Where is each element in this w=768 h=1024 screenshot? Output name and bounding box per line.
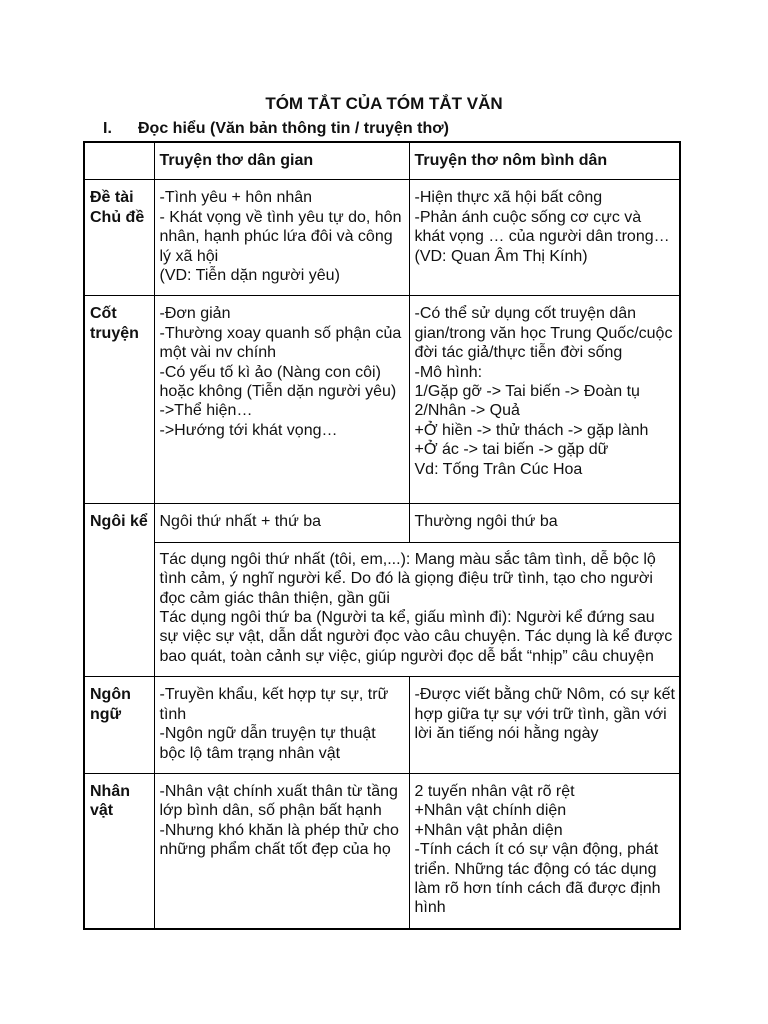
table-cell <box>409 773 680 928</box>
cell-line: -Nhân vật chính xuất thân từ tầng lớp bình dân, số phận bất hạnh <box>159 782 403 820</box>
table-cell <box>409 677 680 774</box>
table-cell <box>154 180 409 296</box>
cell-line: +Nhân vật phản diện <box>414 821 563 839</box>
cell-line: +Nhân vật chính diện <box>414 802 567 820</box>
cell-line: -Được viết bằng chữ Nôm, có sự kết hợp giữa tự sự với trữ tình, gần với lời ăn tiếng nói hằng ngày <box>414 686 680 743</box>
cell-line: -Có yếu tố kì ảo (Nàng con côi) hoặc không (Tiễn dặn người yêu) <box>159 363 397 401</box>
cell-line: ->Hướng tới khát vọng… <box>159 421 338 439</box>
table-cell <box>154 296 409 504</box>
cell-line: (VD: Quan Âm Thị Kính) <box>414 247 588 265</box>
cell-line: Tác dụng ngôi thứ nhất (tôi, em,...): Mang màu sắc tâm tình, dễ bộc lộ tình cảm, ý nghĩ người kể. Do đó là giọng điệu trữ tình, tạo cho người đọc cảm giác thân thiện, gần gũi <box>159 550 661 607</box>
table-cell <box>154 773 409 928</box>
table-row-plot <box>84 296 680 504</box>
cell-line: +Ở hiền -> thử thách -> gặp lành <box>414 421 649 439</box>
table-cell <box>409 296 680 504</box>
cell-line: Thường ngôi thứ ba <box>414 513 558 531</box>
cell-line: +Ở ác -> tai biến -> gặp dữ <box>414 441 609 459</box>
cell-line: -Ngôn ngữ dẫn truyện tự thuật bộc lộ tâm trạng nhân vật <box>159 725 381 762</box>
cell-line: -Phản ánh cuộc sống cơ cực và khát vọng … của người dân trong… <box>414 208 670 246</box>
table-cell-note <box>154 542 680 676</box>
header-cell-empty <box>84 142 154 180</box>
header-cell-nom: Truyện thơ nôm bình dân <box>409 142 680 180</box>
cell-line: 1/Gặp gỡ -> Tai biến -> Đoàn tụ <box>414 383 640 401</box>
table-row-language <box>84 677 680 774</box>
page-title: TÓM TẮT CỦA TÓM TẮT VĂN <box>265 94 503 113</box>
cell-line: -Mô hình: <box>414 363 483 381</box>
row-label: Ngôi kể <box>84 504 154 677</box>
cell-line: 2 tuyến nhân vật rõ rệt <box>414 782 575 800</box>
cell-line: Ngôi thứ nhất + thứ ba <box>159 513 322 531</box>
section-number: I. <box>103 120 112 137</box>
header-cell-folk: Truyện thơ dân gian <box>154 142 409 180</box>
row-label: Đề tài Chủ đề <box>84 180 154 296</box>
cell-line: -Truyền khẩu, kết hợp tự sự, trữ tình <box>159 686 393 723</box>
table-cell <box>409 504 680 542</box>
table-cell <box>154 677 409 774</box>
cell-line: Vd: Tống Trân Cúc Hoa <box>414 460 583 478</box>
cell-line: -Có thể sử dụng cốt truyện dân gian/trong văn học Trung Quốc/cuộc đời tác giả/thực tiễn đời sống <box>414 305 677 362</box>
cell-line: - Khát vọng về tình yêu tự do, hôn nhân, hạnh phúc lứa đôi và công lý xã hội <box>159 208 406 265</box>
table-header-row <box>84 142 680 180</box>
table-cell <box>409 180 680 296</box>
cell-line: -Hiện thực xã hội bất công <box>414 189 603 207</box>
cell-line: -Đơn giản <box>159 305 231 323</box>
row-label: Nhân vật <box>84 773 154 928</box>
row-label: Cốt truyện <box>84 296 154 504</box>
table-row-character <box>84 773 680 928</box>
cell-line: Tác dụng ngôi thứ ba (Người ta kể, giấu mình đi): Người kể đứng sau sự việc sự vật, dẫn dắt người đọc vào câu chuyện. Tác dụng là kể được bao quát, toàn cảnh sự việc, giúp người đọc dễ bắt “nhịp” câu chuyện <box>159 609 677 665</box>
comparison-table <box>83 141 681 930</box>
cell-line: -Tính cách ít có sự vận động, phát triển. Những tác động có tác dụng làm rõ hơn tính cách đã được định hình <box>414 841 665 917</box>
section-heading <box>103 120 449 138</box>
cell-line: -Thường xoay quanh số phận của một vài nv chính <box>159 324 406 362</box>
cell-line: 2/Nhân -> Quả <box>414 402 520 420</box>
cell-line: -Tình yêu + hôn nhân <box>159 189 313 207</box>
row-label: Ngôn ngữ <box>84 677 154 774</box>
table-row-narrator <box>84 504 680 542</box>
table-row-narrator-note <box>84 542 680 676</box>
cell-line: (VD: Tiễn dặn người yêu) <box>159 267 340 285</box>
table-row-topic <box>84 180 680 296</box>
cell-line: ->Thể hiện… <box>159 402 253 420</box>
section-label: Đọc hiểu (Văn bản thông tin / truyện thơ) <box>138 120 449 137</box>
cell-line: -Nhưng khó khăn là phép thử cho những phẩm chất tốt đẹp của họ <box>159 821 404 859</box>
table-cell <box>154 504 409 542</box>
